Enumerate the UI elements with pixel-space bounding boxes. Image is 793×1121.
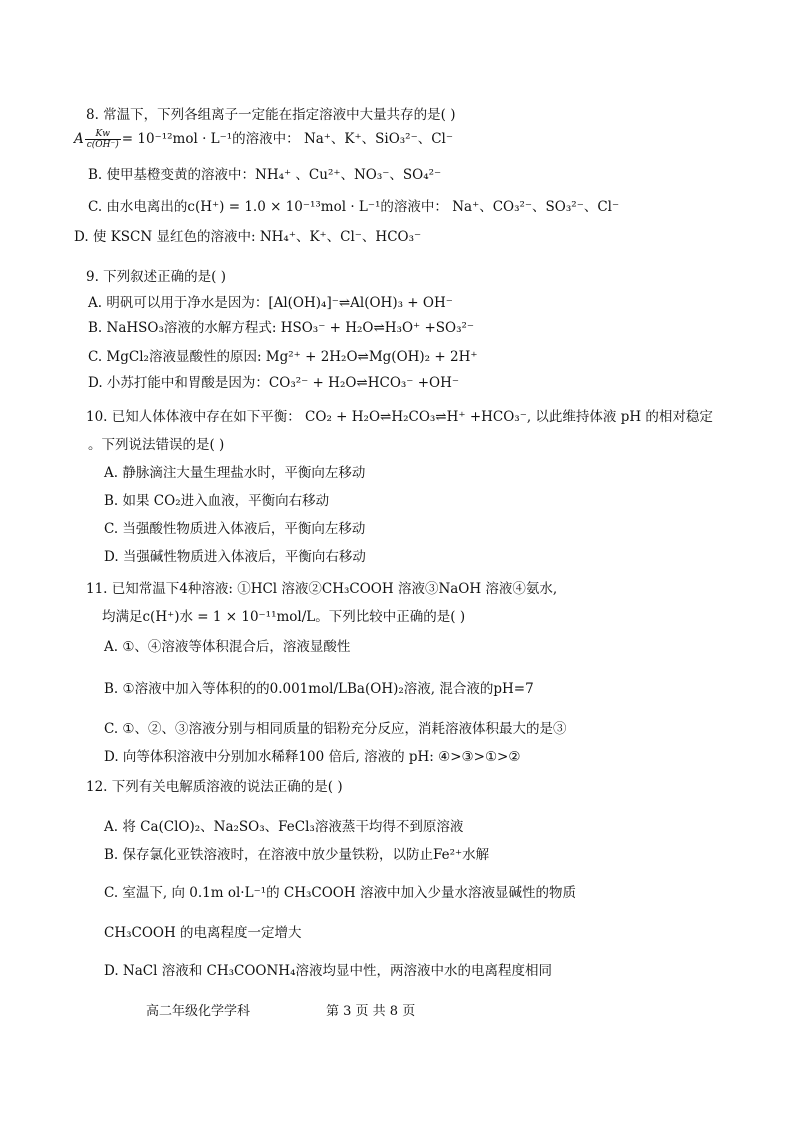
q12-option-c-line1: C. 室温下, 向 0.1m ol·L⁻¹的 CH₃COOH 溶液中加入少量水溶液显碱性的物质 xyxy=(104,885,576,901)
q9-option-a: A. 明矾可以用于净水是因为：[Al(OH)₄]⁻⇌Al(OH)₃ + OH⁻ xyxy=(88,295,453,311)
q8-option-c: C. 由水电离出的c(H⁺) = 1.0 × 10⁻¹³mol · L⁻¹的溶液中： Na⁺、CO₃²⁻、SO₃²⁻、Cl⁻ xyxy=(88,199,620,215)
q12-option-d: D. NaCl 溶液和 CH₃COONH₄溶液均显中性，两溶液中水的电离程度相同 xyxy=(104,963,552,979)
q8-a-rest: = 10⁻¹²mol · L⁻¹的溶液中： Na⁺、K⁺、SiO₃²⁻、Cl⁻ xyxy=(121,131,453,147)
q11-option-a: A. ①、④溶液等体积混合后，溶液显酸性 xyxy=(104,639,351,655)
q8-a-fraction xyxy=(85,129,121,150)
q8-a-frac-num: Kw xyxy=(85,129,121,140)
q8-stem: 8. 常温下，下列各组离子一定能在指定溶液中大量共存的是( ) xyxy=(86,107,456,123)
q8-a-prefix: A xyxy=(74,131,84,147)
q10-option-b: B. 如果 CO₂进入血液，平衡向右移动 xyxy=(104,493,330,509)
q12-option-a: A. 将 Ca(ClO)₂、Na₂SO₃、FeCl₃溶液蒸干均得不到原溶液 xyxy=(104,819,464,835)
q8-a-frac-den: c(OH⁻) xyxy=(86,140,119,150)
q12-stem: 12. 下列有关电解质溶液的说法正确的是( ) xyxy=(86,779,343,795)
q11-option-d: D. 向等体积溶液中分别加水稀释100 倍后, 溶液的 pH: ④>③>①>② xyxy=(104,749,521,765)
q10-option-c: C. 当强酸性物质进入体液后，平衡向左移动 xyxy=(104,521,366,537)
q11-option-c: C. ①、②、③溶液分别与相同质量的铝粉充分反应，消耗溶液体积最大的是③ xyxy=(104,721,567,737)
q10-option-a: A. 静脉滴注大量生理盐水时，平衡向左移动 xyxy=(104,465,366,481)
footer-subject: 高二年级化学学科 xyxy=(146,1004,251,1019)
footer-page-number: 第 3 页 共 8 页 xyxy=(326,1004,416,1019)
q12-option-b: B. 保存氯化亚铁溶液时，在溶液中放少量铁粉，以防止Fe²⁺水解 xyxy=(104,847,490,863)
q8-option-b: B. 使甲基橙变黄的溶液中：NH₄⁺ 、Cu²⁺、NO₃⁻、SO₄²⁻ xyxy=(88,167,442,183)
q12-option-c-line2: CH₃COOH 的电离程度一定增大 xyxy=(104,925,302,941)
q11-stem-line2: 均满足c(H⁺)水 = 1 × 10⁻¹¹mol/L。下列比较中正确的是( ) xyxy=(102,609,466,625)
q8-option-a xyxy=(74,124,453,154)
q10-stem-line2: 。下列说法错误的是( ) xyxy=(88,437,225,453)
q9-option-d: D. 小苏打能中和胃酸是因为：CO₃²⁻ + H₂O⇌HCO₃⁻ +OH⁻ xyxy=(88,375,460,391)
q9-option-c: C. MgCl₂溶液显酸性的原因: Mg²⁺ + 2H₂O⇌Mg(OH)₂ + 2H⁺ xyxy=(88,349,478,365)
q11-stem-line1: 11. 已知常温下4种溶液: ①HCl 溶液②CH₃COOH 溶液③NaOH 溶液④氨水, xyxy=(86,581,558,597)
q9-stem: 9. 下列叙述正确的是( ) xyxy=(86,269,226,285)
q8-option-d: D. 使 KSCN 显红色的溶液中: NH₄⁺、K⁺、Cl⁻、HCO₃⁻ xyxy=(74,229,422,245)
q11-option-b: B. ①溶液中加入等体积的的0.001mol/LBa(OH)₂溶液, 混合液的pH=7 xyxy=(104,681,534,697)
q10-stem-line1: 10. 已知人体体液中存在如下平衡： CO₂ + H₂O⇌H₂CO₃⇌H⁺ +HCO₃⁻, 以此维持体液 pH 的相对稳定 xyxy=(86,409,713,425)
q10-option-d: D. 当强碱性物质进入体液后，平衡向右移动 xyxy=(104,549,366,565)
q9-option-b: B. NaHSO₃溶液的水解方程式: HSO₃⁻ + H₂O⇌H₃O⁺ +SO₃²⁻ xyxy=(88,320,475,336)
